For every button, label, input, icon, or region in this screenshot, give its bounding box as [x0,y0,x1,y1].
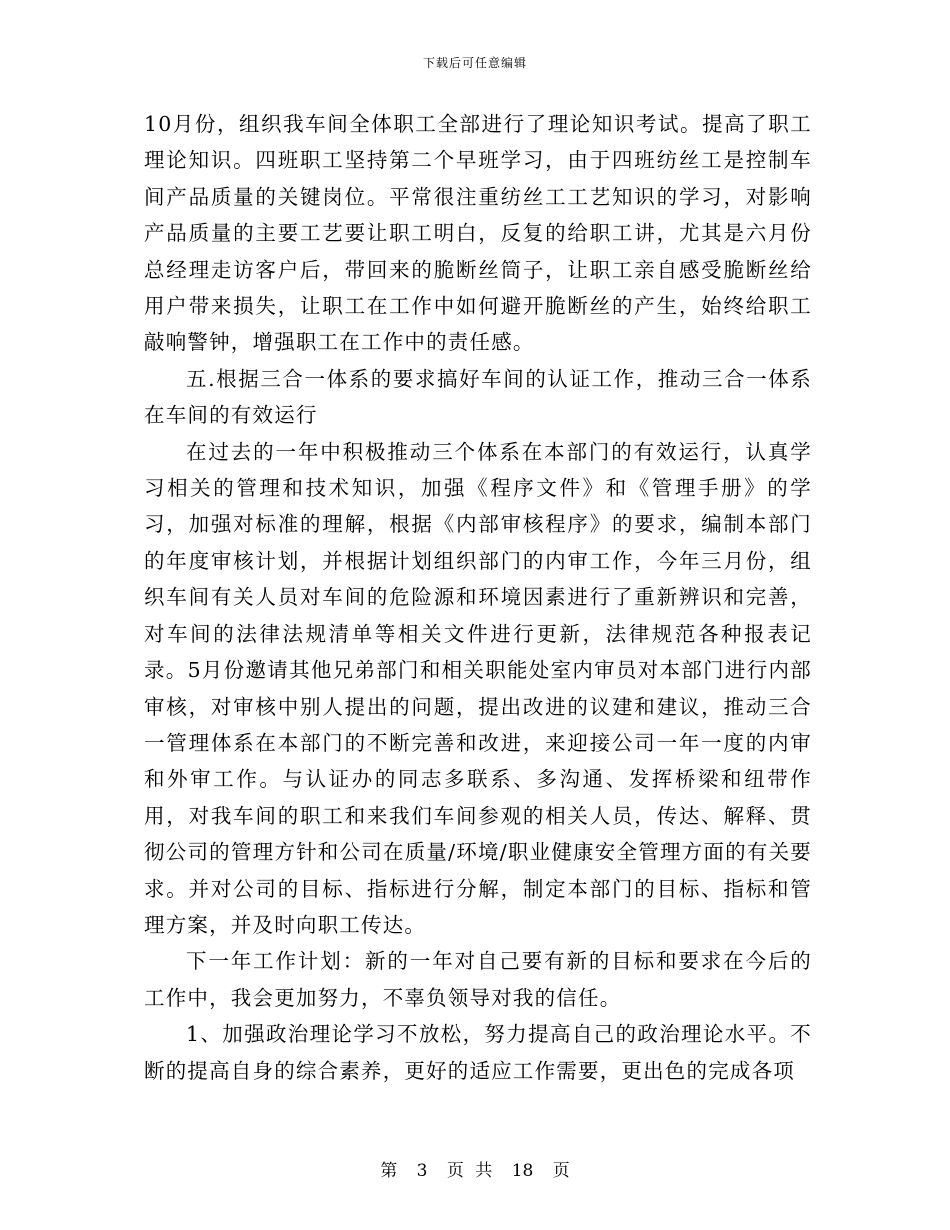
paragraph: 1、加强政治理论学习不放松，努力提高自己的政治理论水平。不断的提高自身的综合素养，更好的适应工作需要，更出色的完成各项 [144,1022,812,1083]
page-header: 下载后可任意编辑 [422,56,527,70]
footer-suffix: 页 [552,1161,570,1181]
page-footer [0,1156,950,1181]
section-heading: 五.根据三合一体系的要求搞好车间的认证工作，推动三合一体系在车间的有效运行 [144,366,812,428]
document-body [144,106,812,1089]
total-page-count: 18 [511,1161,534,1181]
paragraph: 下一年工作计划：新的一年对自己要有新的目标和要求在今后的工作中，我会更加努力，不辜负领导对我的信任。 [144,949,812,1010]
paragraph: 10月份，组织我车间全体职工全部进行了理论知识考试。提高了职工理论知识。四班职工坚持第二个早班学习，由于四班纺丝工是控制车间产品质量的关键岗位。平常很注重纺丝工工艺知识的学习，对影响产品质量的主要工艺要让职工明白，反复的给职工讲，尤其是六月份总经理走访客户后，带回来的脆断丝筒子，让职工亲自感受脆断丝给用户带来损失，让职工在工作中如何避开脆断丝的产生，始终给职工敲响警钟，增强职工在工作中的责任感。 [144,112,812,355]
paragraph: 在过去的一年中积极推动三个体系在本部门的有效运行，认真学习相关的管理和技术知识，加强《程序文件》和《管理手册》的学习，加强对标准的理解，根据《内部审核程序》的要求，编制本部门的年度审核计划，并根据计划组织部门的内审工作，今年三月份，组织车间有关人员对车间的危险源和环境因素进行了重新辨识和完善，对车间的法律法规清单等相关文件进行更新，法律规范各种报表记录。5月份邀请其他兄弟部门和相关职能处室内审员对本部门进行内部审核，对审核中别人提出的问题，提出改进的议建和建议，推动三合一管理体系在本部门的不断完善和改进，来迎接公司一年一度的内审和外审工作。与认证办的同志多联系、多沟通、发挥桥梁和纽带作用，对我车间的职工和来我们车间参观的相关人员，传达、解释、贯彻公司的管理方针和公司在质量/环境/职业健康安全管理方面的有关要求。并对公司的目标、指标进行分解，制定本部门的目标、指标和管理方案，并及时向职工传达。 [144,439,812,937]
footer-middle: 页 共 [446,1161,493,1181]
current-page-number: 3 [416,1161,428,1181]
footer-prefix: 第 [380,1161,398,1181]
